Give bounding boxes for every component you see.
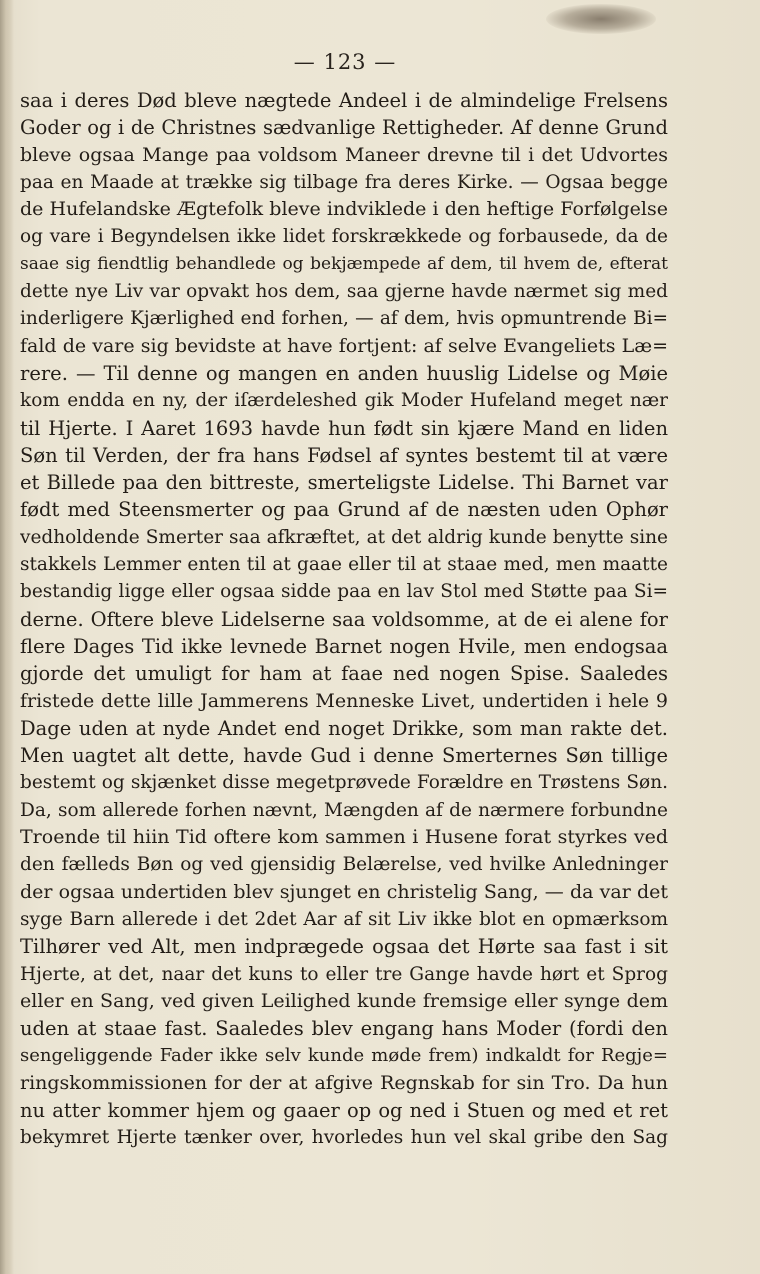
- text-line: stakkels Lemmer enten til at gaae eller til at staae med, men maatte: [20, 554, 668, 576]
- text-line: der ogsaa undertiden blev sjunget en christelig Sang, — da var det: [20, 880, 668, 903]
- text-line: de Hufelandske Ægtefolk bleve indviklede i den heftige Forfølgelse: [20, 198, 668, 221]
- text-line: et Billede paa den bittreste, smerteligste Lidelse. Thi Barnet var: [20, 471, 668, 495]
- text-line: Men uagtet alt dette, havde Gud i denne Smerternes Søn tillige: [20, 744, 668, 768]
- text-line: Dage uden at nyde Andet end noget Drikke, som man rakte det.: [20, 716, 668, 740]
- text-line: uden at staae fast. Saaledes blev engang hans Moder (fordi den: [20, 1017, 668, 1041]
- text-line: Hjerte, at det, naar det kuns to eller tre Gange havde hørt et Sprog: [20, 963, 668, 985]
- page-number: — 123 —: [293, 50, 397, 74]
- text-line: flere Dages Tid ikke levnede Barnet nogen Hvile, men endogsaa: [20, 634, 668, 658]
- text-line: bleve ogsaa Mange paa voldsom Maneer drevne til i det Udvortes: [20, 143, 668, 166]
- text-line: inderligere Kjærlighed end forhen, — af dem, hvis opmuntrende Bi=: [20, 308, 668, 330]
- text-line: født med Steensmerter og paa Grund af de næsten uden Ophør: [20, 498, 668, 522]
- text-line: Troende til hiin Tid oftere kom sammen i Husene forat styrkes ved: [20, 826, 668, 849]
- binding-gutter-shadow: [0, 0, 14, 1274]
- text-line: den fælleds Bøn og ved gjensidig Belærelse, ved hvilke Anledninger: [20, 854, 668, 876]
- text-line: derne. Oftere bleve Lidelserne saa voldsomme, at de ei alene for: [20, 607, 668, 631]
- text-line: sengeliggende Fader ikke selv kunde møde frem) indkaldt for Regje=: [20, 1045, 668, 1067]
- text-line: rere. — Til denne og mangen en anden huuslig Lidelse og Møie: [20, 361, 668, 385]
- text-line: gjorde det umuligt for ham at faae ned nogen Spise. Saaledes: [20, 662, 668, 686]
- text-line: nu atter kommer hjem og gaaer op og ned i Stuen og med et ret: [20, 1098, 668, 1122]
- text-line: saa i deres Død bleve nægtede Andeel i de almindelige Frelsens: [20, 89, 668, 112]
- text-line: og vare i Begyndelsen ikke lidet forskrækkede og forbausede, da de: [20, 226, 668, 248]
- text-line: paa en Maade at trække sig tilbage fra deres Kirke. — Ogsaa begge: [20, 171, 668, 193]
- text-line: kom endda en ny, der iſærdeleshed gik Moder Hufeland meget nær: [20, 390, 668, 412]
- text-line: vedholdende Smerter saa afkræftet, at det aldrig kunde benytte sine: [20, 526, 668, 548]
- text-line: fald de vare sig bevidste at have fortjent: af selve Evangeliets Læ=: [20, 334, 668, 357]
- text-line: Søn til Verden, der fra hans Fødsel af syntes bestemt til at være: [20, 443, 668, 467]
- text-line: ringskommissionen for der at afgive Regnskab for sin Tro. Da hun: [20, 1071, 668, 1094]
- text-line: Da, som allerede forhen nævnt, Mængden af de nærmere forbundne: [20, 799, 668, 821]
- paper-stain: [546, 4, 656, 34]
- text-line: eller en Sang, ved given Leilighed kunde fremsige eller synge dem: [20, 989, 668, 1012]
- text-line: Tilhører ved Alt, men indprægede ogsaa det Hørte saa fast i sit: [20, 935, 668, 959]
- text-line: dette nye Liv var opvakt hos dem, saa gjerne havde nærmet sig med: [20, 281, 668, 303]
- body-text: [20, 87, 668, 1152]
- text-line: saae sig fiendtlig behandlede og bekjæmpede af dem, til hvem de, efterat: [20, 253, 668, 274]
- text-line: bestandig ligge eller ogsaa sidde paa en lav Stol med Støtte paa Si=: [20, 581, 668, 603]
- text-line: bekymret Hjerte tænker over, hvorledes hun vel skal gribe den Sag: [20, 1127, 668, 1149]
- text-line: Goder og i de Christnes sædvanlige Rettigheder. Af denne Grund: [20, 116, 668, 140]
- text-line: bestemt og skjænket disse megetprøvede Forældre en Trøstens Søn.: [20, 772, 668, 794]
- text-line: til Hjerte. I Aaret 1693 havde hun født sin kjære Mand en liden: [20, 416, 668, 440]
- text-line: fristede dette lille Jammerens Menneske Livet, undertiden i hele 9: [20, 689, 668, 712]
- text-line: syge Barn allerede i det 2det Aar af sit Liv ikke blot en opmærksom: [20, 908, 668, 930]
